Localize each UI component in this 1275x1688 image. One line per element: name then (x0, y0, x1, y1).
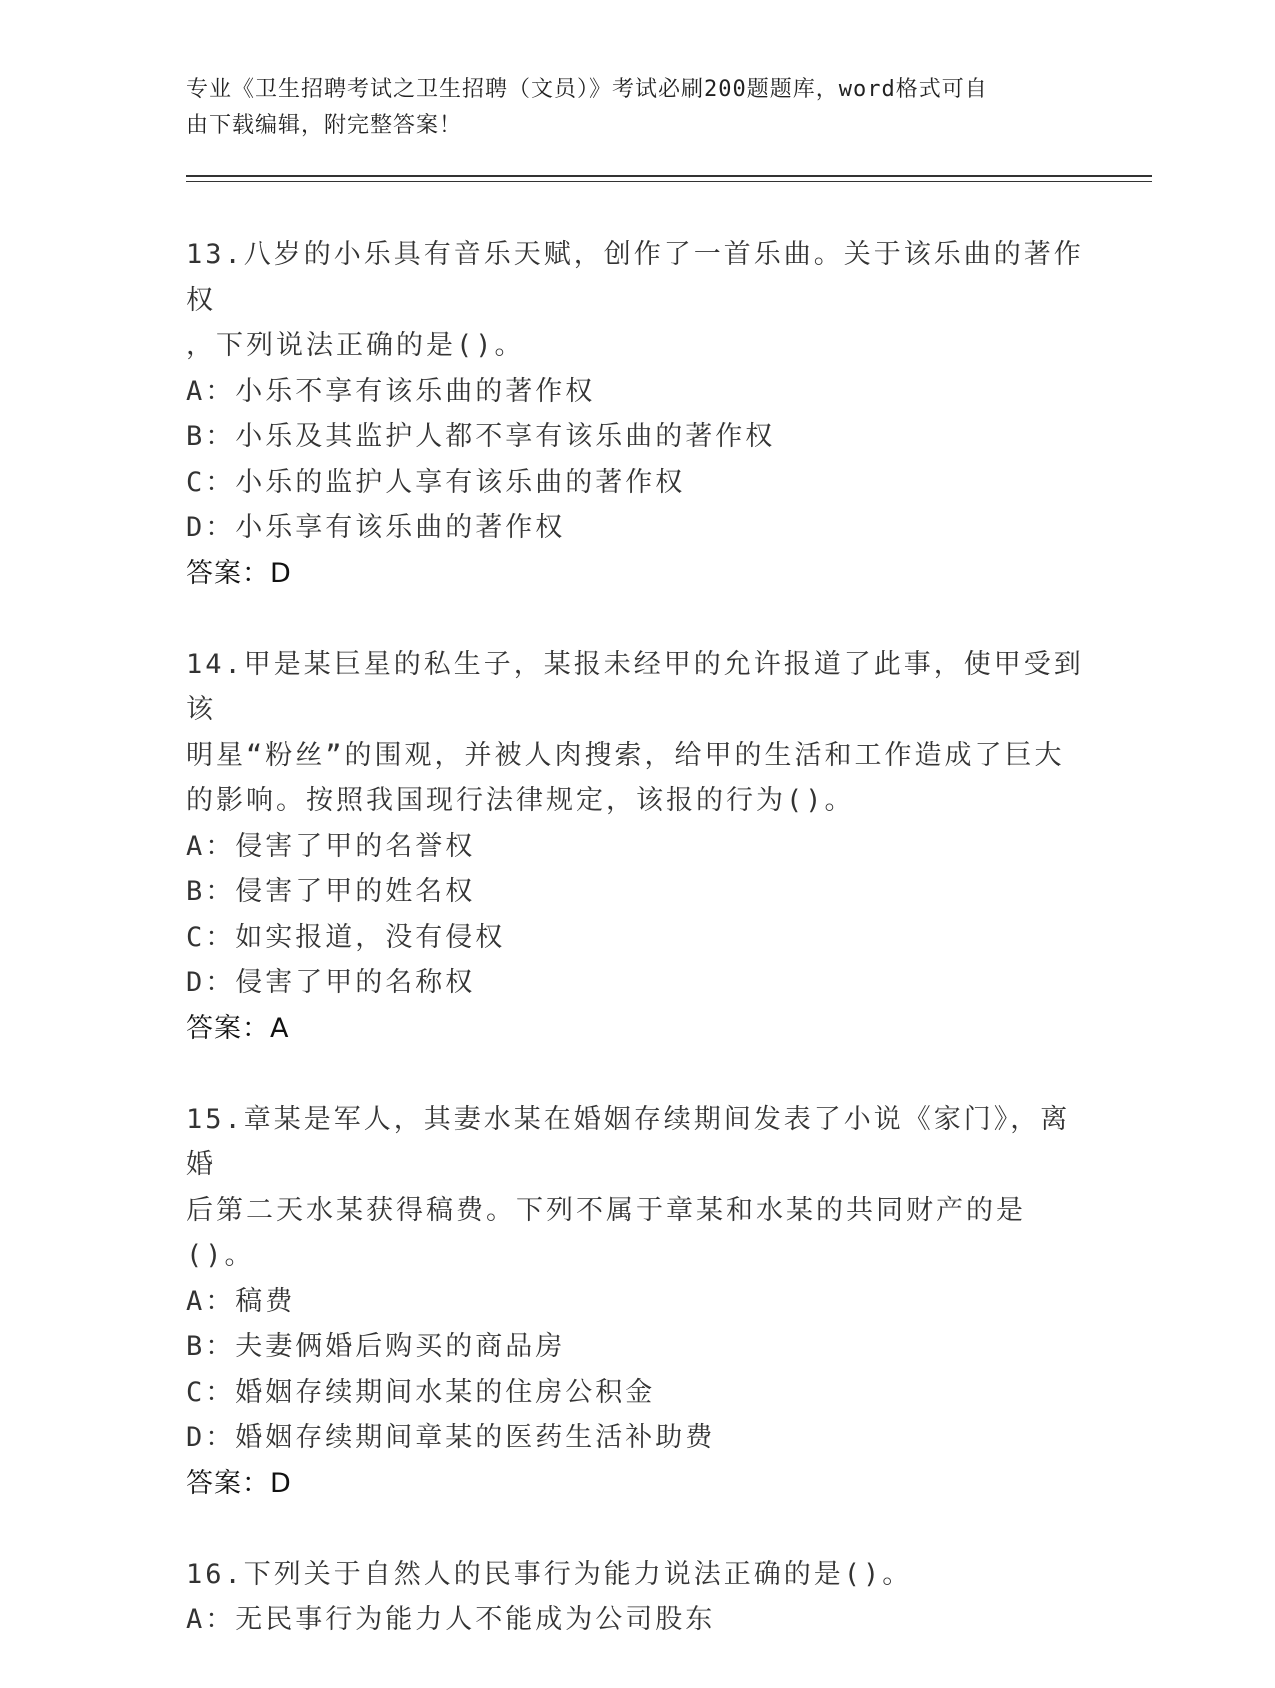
answer: 答案：D (186, 557, 292, 589)
option-a: A：无民事行为能力人不能成为公司股东 (186, 1604, 716, 1635)
question-text-line: ，下列说法正确的是()。 (186, 330, 525, 361)
option-d: D：侵害了甲的名称权 (186, 967, 476, 998)
option-d: D：小乐享有该乐曲的著作权 (186, 512, 566, 543)
question-13 (186, 232, 1086, 596)
header-line-1: 专业《卫生招聘考试之卫生招聘（文员）》考试必刷200题题库，word格式可自 (186, 77, 988, 102)
question-text-line: 明星“粉丝”的围观，并被人肉搜索，给甲的生活和工作造成了巨大 (186, 739, 1065, 771)
question-text-line: 13.八岁的小乐具有音乐天赋，创作了一首乐曲。关于该乐曲的著作权 (186, 239, 1084, 316)
question-text-line: 14.甲是某巨星的私生子，某报未经甲的允许报道了此事，使甲受到该 (186, 648, 1084, 725)
option-c: C：小乐的监护人享有该乐曲的著作权 (186, 466, 686, 498)
question-text-line: 后第二天水某获得稿费。下列不属于章某和水某的共同财产的是()。 (186, 1194, 1026, 1271)
option-b: B：小乐及其监护人都不享有该乐曲的著作权 (186, 421, 776, 452)
header-line-2: 由下载编辑，附完整答案！ (186, 113, 463, 138)
question-text-line: 16.下列关于自然人的民事行为能力说法正确的是()。 (186, 1558, 913, 1590)
option-c: C：如实报道，没有侵权 (186, 921, 506, 953)
option-d: D：婚姻存续期间章某的医药生活补助费 (186, 1422, 716, 1453)
document-header (186, 72, 1086, 144)
question-16 (186, 1552, 1086, 1643)
option-a: A：侵害了甲的名誉权 (186, 830, 476, 862)
option-b: B：侵害了甲的姓名权 (186, 876, 476, 907)
question-text-line: 的影响。按照我国现行法律规定，该报的行为()。 (186, 785, 855, 816)
question-list (186, 232, 1086, 1688)
answer: 答案：D (186, 1467, 292, 1499)
option-a: A：小乐不享有该乐曲的著作权 (186, 375, 596, 407)
option-a: A：稿费 (186, 1285, 296, 1317)
question-14 (186, 642, 1086, 1052)
option-c: C：婚姻存续期间水某的住房公积金 (186, 1376, 656, 1408)
question-text-line: 15.章某是军人，其妻水某在婚姻存续期间发表了小说《家门》，离婚 (186, 1103, 1071, 1180)
question-15 (186, 1097, 1086, 1507)
option-b: B：夫妻俩婚后购买的商品房 (186, 1331, 566, 1362)
answer: 答案：A (186, 1012, 290, 1044)
header-divider-thick (186, 175, 1152, 177)
header-divider-thin (186, 181, 1152, 182)
